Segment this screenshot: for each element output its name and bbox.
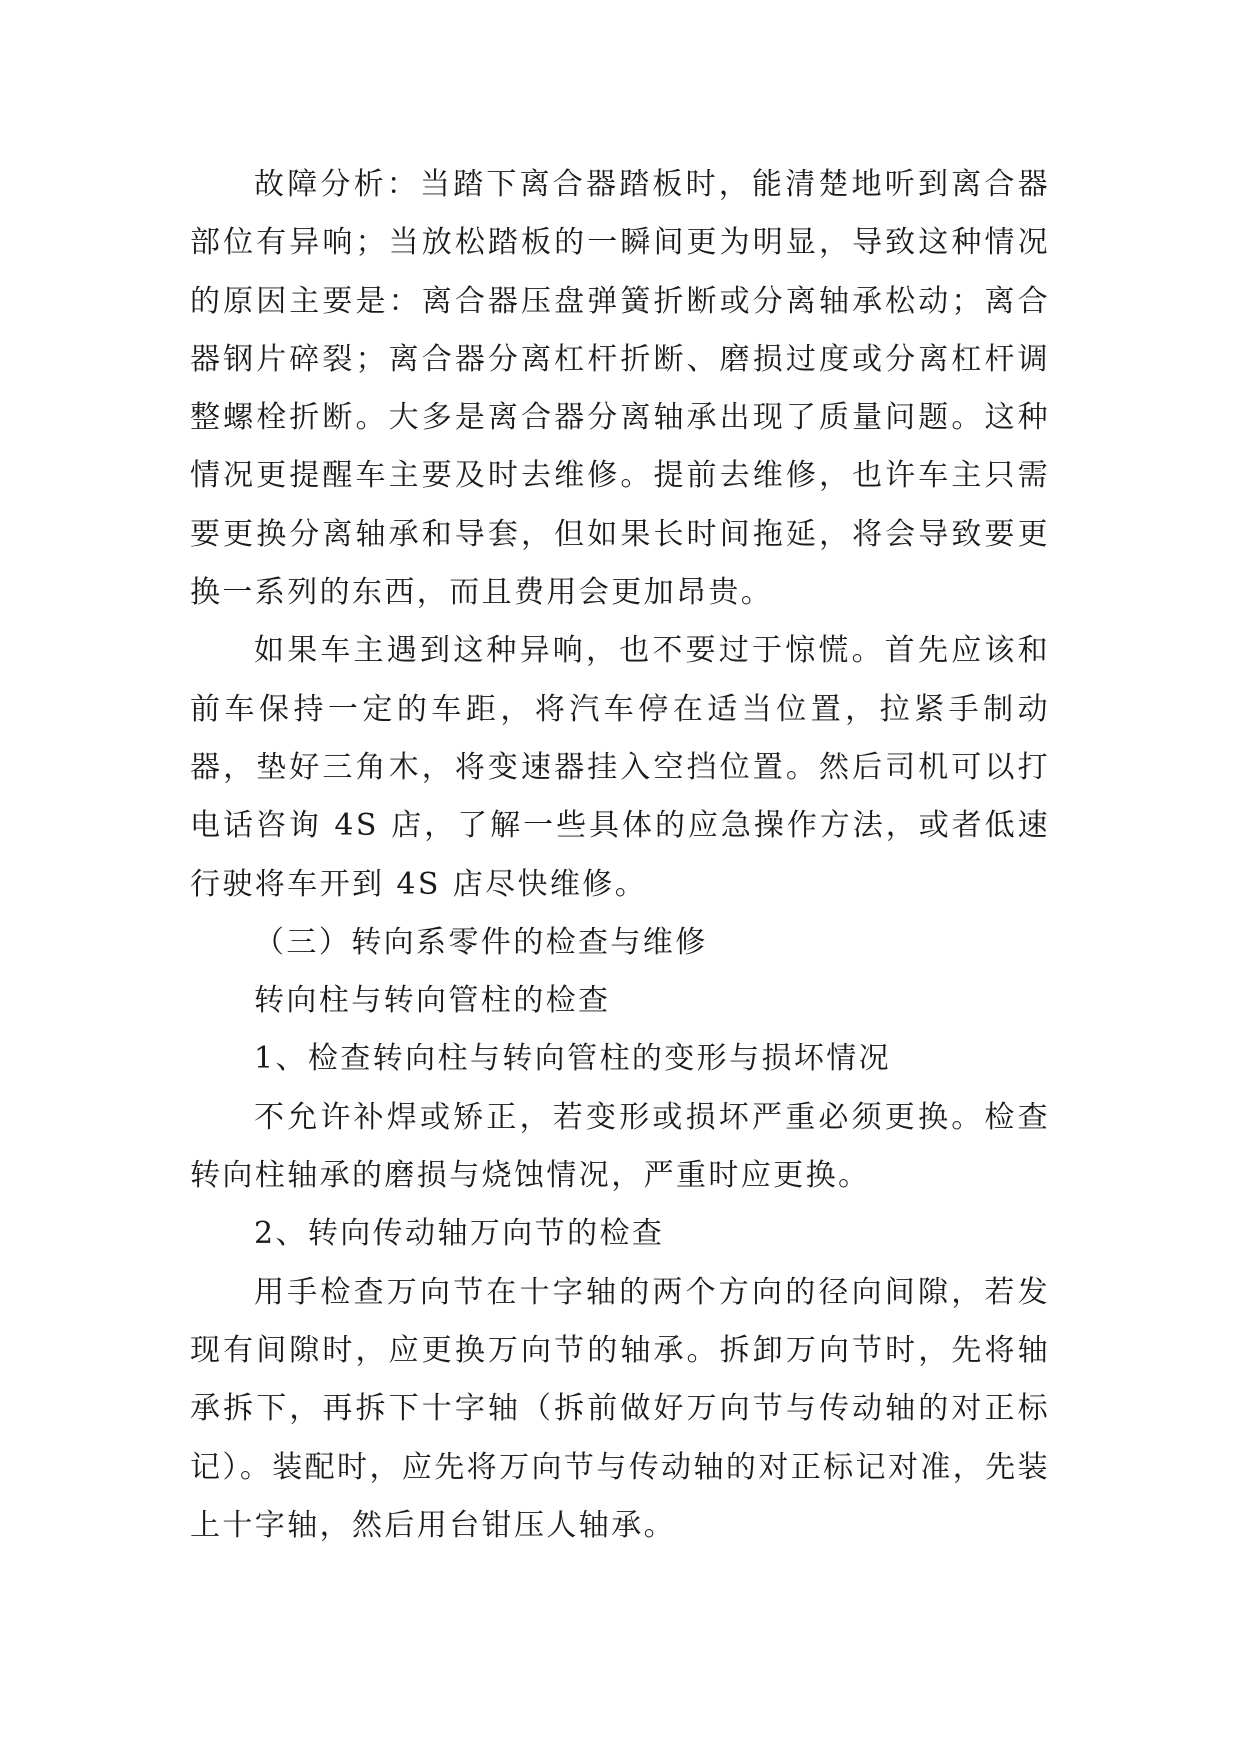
paragraph-fault-analysis: 故障分析：当踏下离合器踏板时，能清楚地听到离合器部位有异响；当放松踏板的一瞬间更为明显，导致这种情况的原因主要是：离合器压盘弹簧折断或分离轴承松动；离合器钢片碎裂；离合器分离杠杆折断、磨损过度或分离杠杆调整螺栓折断。大多是离合器分离轴承出现了质量问题。这种情况更提醒车主要及时去维修。提前去维修，也许车主只需要更换分离轴承和导套，但如果长时间拖延，将会导致要更换一系列的东西，而且费用会更加昂贵。 <box>190 167 1050 611</box>
document-body <box>190 156 1050 1555</box>
paragraph-column-damage: 不允许补焊或矫正，若变形或损坏严重必须更换。检查转向柱轴承的磨损与烧蚀情况，严重时应更换。 <box>190 1099 1050 1194</box>
subheading-column-check: 转向柱与转向管柱的检查 <box>254 983 611 1019</box>
section-heading-steering: （三）转向系零件的检查与维修 <box>254 924 708 960</box>
item-heading-1: 1、检查转向柱与转向管柱的变形与损坏情况 <box>254 1041 892 1077</box>
paragraph-universal-joint: 用手检查万向节在十字轴的两个方向的径向间隙，若发现有间隙时，应更换万向节的轴承。拆卸万向节时，先将轴承拆下，再拆下十字轴（拆前做好万向节与传动轴的对正标记）。装配时，应先将万向节与传动轴的对正标记对准，先装上十字轴，然后用台钳压人轴承。 <box>190 1274 1050 1543</box>
item-heading-2: 2、转向传动轴万向节的检查 <box>254 1216 665 1252</box>
paragraph-owner-advice: 如果车主遇到这种异响，也不要过于惊慌。首先应该和前车保持一定的车距，将汽车停在适当位置，拉紧手制动器，垫好三角木，将变速器挂入空挡位置。然后司机可以打电话咨询 4S 店，了解一些具体的应急操作方法，或者低速行驶将车开到 4S 店尽快维修。 <box>190 633 1050 902</box>
